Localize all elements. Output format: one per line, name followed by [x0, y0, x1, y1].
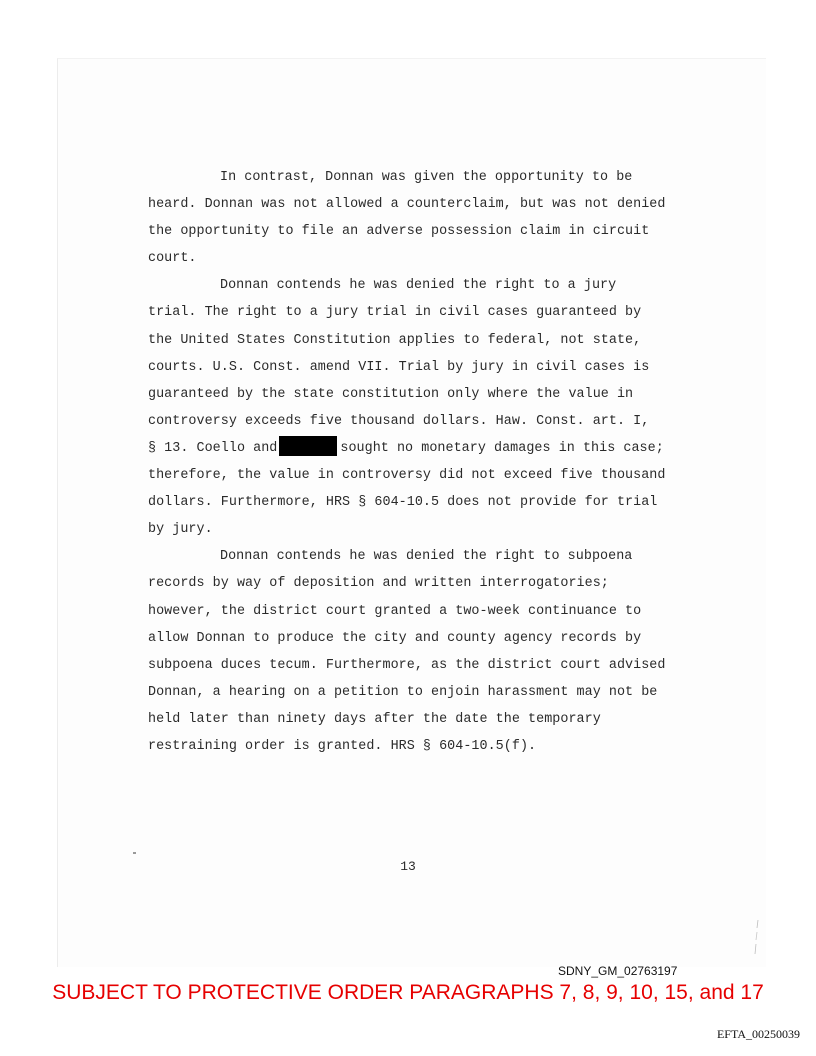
protective-order-banner: SUBJECT TO PROTECTIVE ORDER PARAGRAPHS 7, 8, 9, 10, 15, and 17	[52, 981, 764, 1004]
paragraph-3-line-1: Donnan contends he was denied the right to subpoena	[220, 549, 633, 565]
redacted-line	[148, 435, 668, 462]
paragraph-2-continuation	[148, 299, 668, 543]
body-line: heard. Donnan was not allowed a counterclaim, but was not denied	[148, 197, 666, 213]
bates-number: SDNY_GM_02763197	[558, 964, 678, 978]
efta-number: EFTA_00250039	[716, 1027, 800, 1041]
body-line: guaranteed by the state constitution only where the value in	[148, 386, 634, 402]
body-line: courts. U.S. Const. amend VII. Trial by jury in civil cases is	[148, 359, 650, 375]
paragraph-1-continuation	[148, 191, 668, 272]
redacted-line-after: sought no monetary damages in this case;	[340, 440, 664, 456]
body-line: court.	[148, 251, 197, 267]
body-line: subpoena duces tecum. Furthermore, as the district court advised	[148, 657, 666, 673]
body-line: by jury.	[148, 522, 213, 538]
paragraph-1-line-1: In contrast, Donnan was given the opportunity to be	[220, 170, 633, 185]
body-line: the United States Constitution applies to federal, not state,	[148, 332, 642, 348]
paragraph-3-continuation	[148, 570, 668, 760]
scan-edge-marks	[752, 918, 760, 958]
redacted-line-before: § 13. Coello and	[148, 440, 278, 456]
paragraph-2-line-1: Donnan contends he was denied the right to a jury	[220, 278, 617, 294]
body-line: however, the district court granted a two-week continuance to	[148, 603, 642, 619]
body-line: Donnan, a hearing on a petition to enjoin harassment may not be	[148, 684, 658, 700]
redaction-box	[279, 436, 337, 456]
document-body	[148, 164, 668, 760]
body-line: allow Donnan to produce the city and county agency records by	[148, 630, 642, 646]
scan-speck	[133, 852, 136, 854]
body-line: restraining order is granted. HRS § 604-10.5(f).	[148, 738, 537, 754]
body-line: held later than ninety days after the date the temporary	[148, 711, 601, 727]
body-line: controversy exceeds five thousand dollars. Haw. Const. art. I,	[148, 413, 650, 429]
body-line: therefore, the value in controversy did not exceed five thousand	[148, 468, 666, 484]
page-number: 13	[400, 859, 416, 874]
body-line: dollars. Furthermore, HRS § 604-10.5 does not provide for trial	[148, 495, 658, 511]
body-line: records by way of deposition and written interrogatories;	[148, 576, 609, 592]
body-line: the opportunity to file an adverse possession claim in circuit	[148, 224, 650, 240]
body-line: trial. The right to a jury trial in civil cases guaranteed by	[148, 305, 642, 321]
